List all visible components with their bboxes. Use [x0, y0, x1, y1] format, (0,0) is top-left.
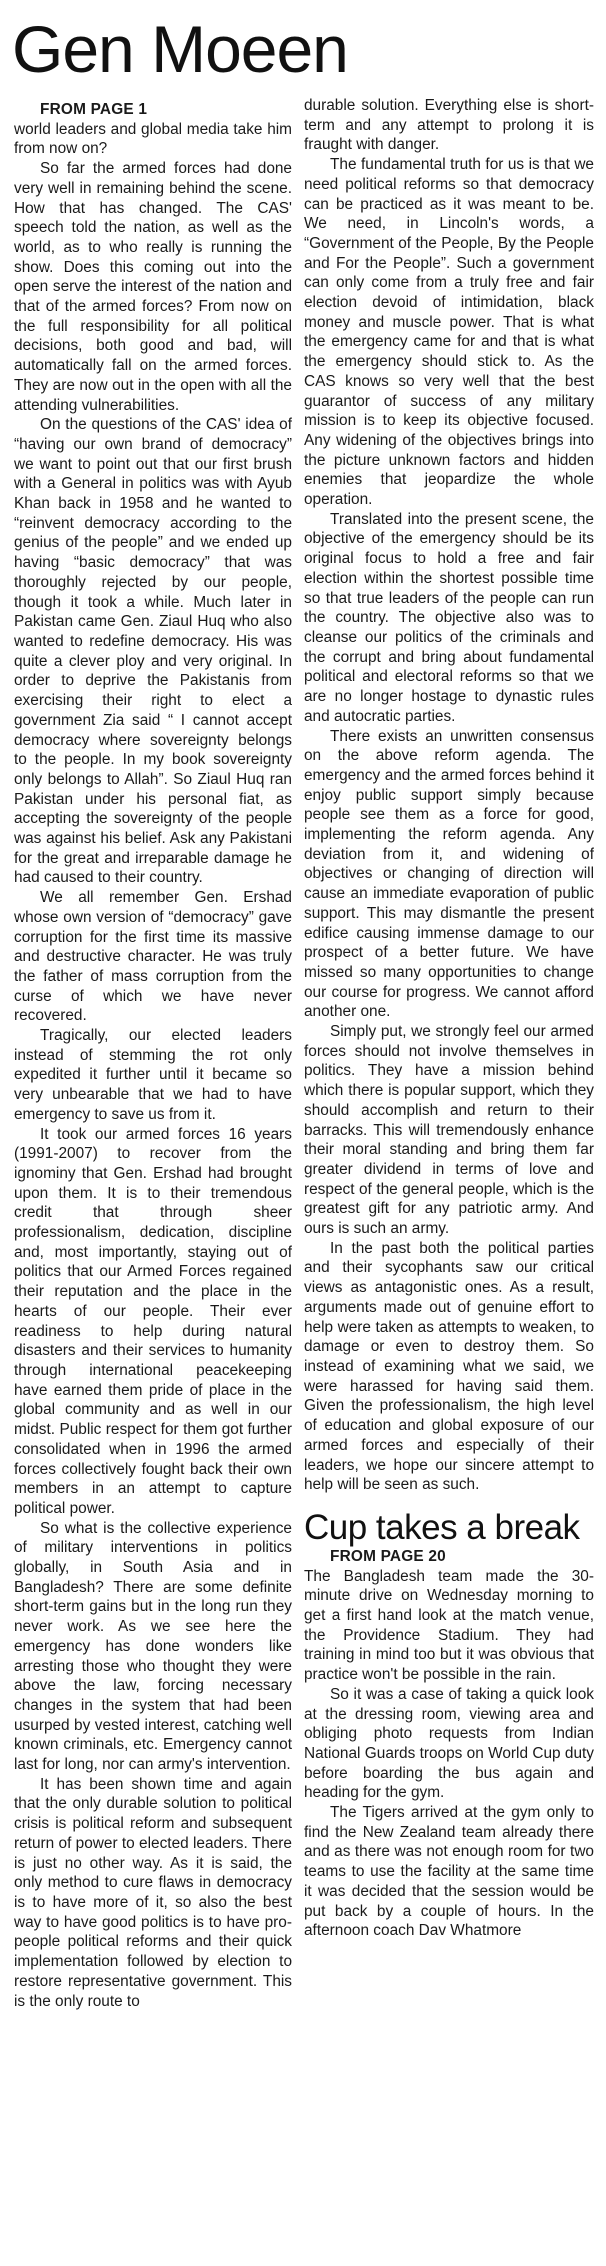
article-paragraph: On the questions of the CAS' idea of “having our own brand of democracy” we want to point out that our first brush with a General in politics was with Ayub Khan back in 1958 and he wanted to “reinvent democracy according to the genius of the people” and we ended up having “basic democracy” that was thoroughly rejected by our people, though it took a while. Much later in Pakistan came Gen. Ziaul Huq who also wanted to redefine democracy. His was quite a clever ploy and very original. In order to deprive the Pakistanis from exercising their right to elect a government Zia said “ I cannot accept democracy where sovereignty belongs to the people. In my book sovereignty only belongs to Allah”. So Ziaul Huq ran Pakistan under his personal fiat, as accepting the sovereignty of the people was against his belief. Ask any Pakistani for the great and irreparable damage he had caused to their country.	[14, 416, 292, 887]
article-paragraph: So it was a case of taking a quick look at the dressing room, viewing area and obliging photo requests from Indian National Guards troops on World Cup duty before boarding the bus again and heading for the gym.	[304, 1685, 594, 1802]
article-paragraph: So what is the collective experience of military interventions in politics globally, in South Asia and in Bangladesh? There are some definite short-term gains but in the long run they never work. As we see here the emergency has done wonders like arresting those who thought they were above the law, forcing necessary changes in the system that had been usurped by vested interest, catching well known criminals, etc. Emergency cannot last for long, nor can army's intervention.	[14, 1519, 292, 1774]
article-paragraph: There exists an unwritten consensus on the above reform agenda. The emergency and the armed forces behind it enjoy public support simply because people see them as a force for good, implementing the reform agenda. Any deviation from it, and widening of objectives or changing of direction will cause an immediate evaporation of public support. This may dismantle the present edifice causing immense damage to our prospect of a better future. We have missed so many opportunities to change our course for progress. We cannot afford another one.	[304, 727, 594, 1021]
article-paragraph: world leaders and global media take him from now on?	[14, 120, 292, 158]
article-paragraph: We all remember Gen. Ershad whose own version of “democracy” gave corruption for the first time its massive and destructive character. He was truly the father of mass corruption from the curse of which we have never recovered.	[14, 889, 292, 1025]
article-paragraph: The Tigers arrived at the gym only to find the New Zealand team already there and as there was not enough room for two teams to use the facility at the same time it was decided that the session would be put back by a couple of hours. In the afternoon coach Dav Whatmore	[304, 1804, 594, 1940]
article-paragraph: So far the armed forces had done very well in remaining behind the scene. How that has changed. The CAS' speech told the nation, as well as the world, as to who really is running the show. Does this coming out into the open serve the interest of the nation and that of the armed forces? From now on the full responsibility for all political decisions, both good and bad, will automatically fall on the armed forces. They are now out in the open with all the attending vulnerabilities.	[14, 160, 292, 414]
article-column-left	[14, 100, 292, 2266]
article-paragraph: Translated into the present scene, the objective of the emergency should be its original focus to hold a free and fair election within the shortest possible time so that true leaders of the people can run the country. The objective also was to cleanse our politics of the criminals and the corrupt and bring about fundamental political and electoral reforms so that we are no longer hostage to dynastic rules and autocratic parties.	[304, 510, 594, 725]
headline: Gen Moeen	[12, 12, 348, 86]
article-paragraph: The fundamental truth for us is that we need political reforms so that democracy can be practiced as it was meant to be. We need, in Lincoln's words, a “Government of the People, By the People and For the People”. Such a government can only come from a truly free and fair election devoid of intimidation, black money and muscle power. That is what the emergency came for and that is what the emergency should stick to. As the CAS knows so very well that the best guarantor of success of any military mission is to keep its objective focused. Any widening of the objectives brings into the picture unknown factors and hidden enemies that jeopardize the whole operation.	[304, 156, 594, 509]
article-paragraph: In the past both the political parties and their sycophants saw our critical views as antagonistic ones. As a result, arguments made out of genuine effort to help were taken as attempts to weaken, to damage or even to destroy them. So instead of examining what we said, we were harassed for having said them. Given the professionalism, the high level of education and global exposure of our armed forces and especially of their leaders, we hope our sincere attempt to help will be seen as such.	[304, 1239, 594, 1494]
article-column-right	[304, 96, 594, 2266]
article-paragraph: Simply put, we strongly feel our armed forces should not involve themselves in politics. They have a mission behind which there is popular support, which they should accomplish and return to their barracks. This will tremendously enhance their moral standing and bring them far greater dividend in terms of love and respect of the general people, which is the greatest gift for any patriotic army. And ours is such an army.	[304, 1023, 594, 1238]
article-paragraph: It has been shown time and again that the only durable solution to political crisis is political reform and subsequent return of power to elected leaders. There is just no other way. As it is said, the only method to cure flaws in democracy is to have more of it, so also the best way to have good politics is to have pro-people political reforms and their quick implementation followed by election to restore representative government. This is the only route to	[14, 1775, 292, 2010]
article-paragraph: Tragically, our elected leaders instead of stemming the rot only expedited it further until it became so very unbearable that we had to have emergency to save us from it.	[14, 1027, 292, 1123]
second-article-headline: Cup takes a break	[304, 1507, 580, 1547]
article-paragraph: durable solution. Everything else is short-term and any attempt to prolong it is fraught with danger.	[304, 97, 594, 154]
article-paragraph: It took our armed forces 16 years (1991-2007) to recover from the ignominy that Gen. Ershad had brought upon them. It is to their tremendous credit that through sheer professionalism, dedication, discipline and, most importantly, staying out of politics that our Armed Forces regained their reputation and the place in the hearts of our people. Their ever readiness to help during natural disasters and their services to humanity through international peacekeeping have earned them pride of place in the global community and as well in our midst. Public respect for them got further consolidated when in 1996 the armed forces collectively fought back their own members in an attempt to capture political power.	[14, 1125, 292, 1517]
article-paragraph: The Bangladesh team made the 30-minute drive on Wednesday morning to get a first hand look at the match venue, the Providence Stadium. They had training in mind too but it was obvious that practice won't be possible in the rain.	[304, 1567, 594, 1684]
kicker-from-page-1: FROM PAGE 1	[40, 101, 148, 118]
kicker-from-page-20: FROM PAGE 20	[330, 1547, 446, 1565]
